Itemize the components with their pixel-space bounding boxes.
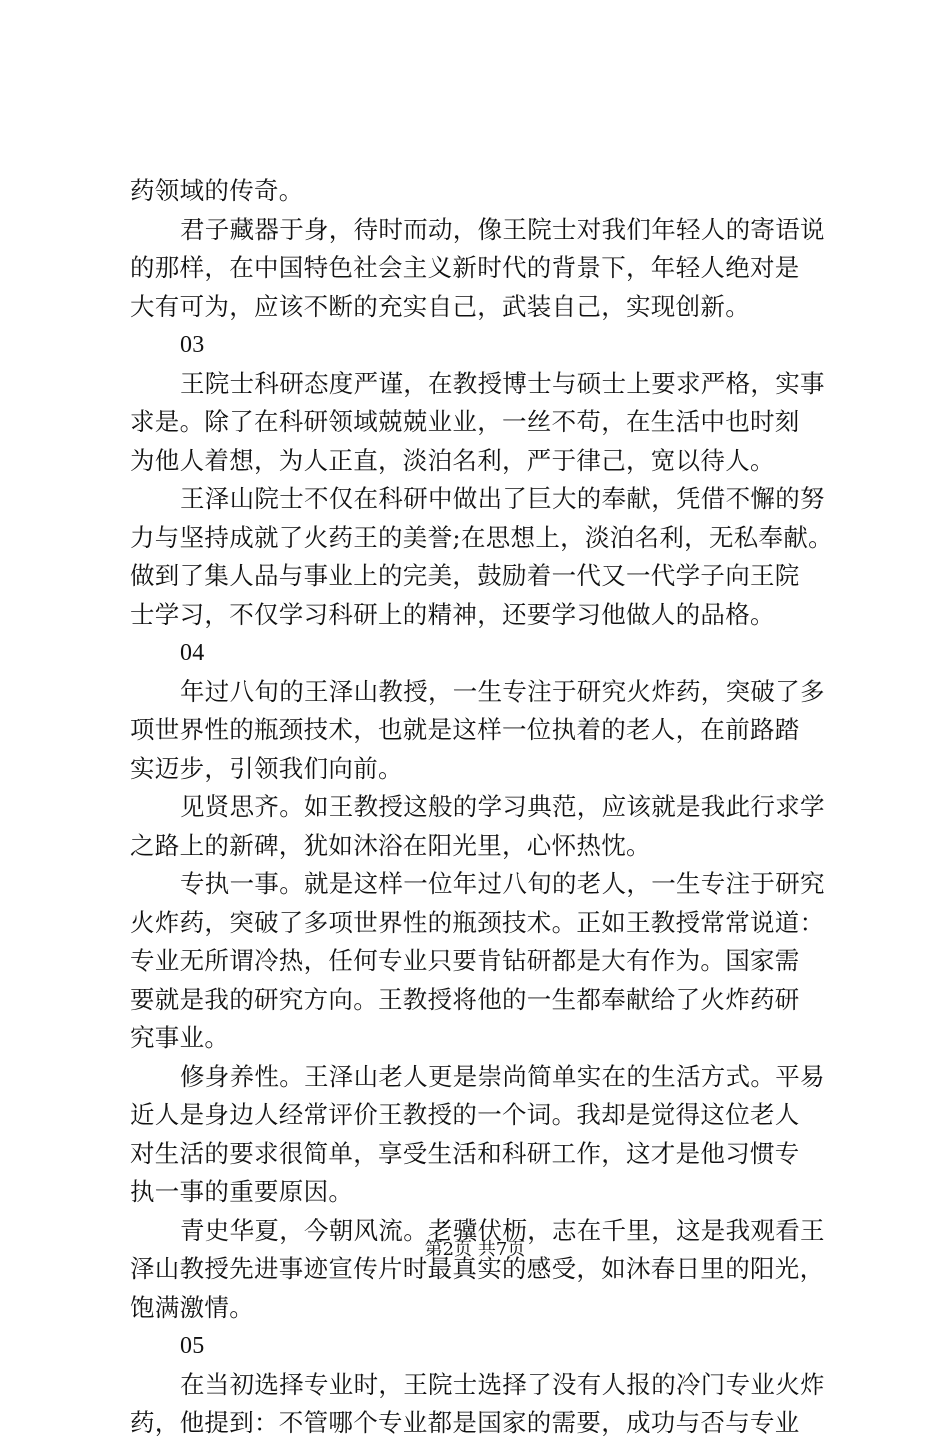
text-line: 实迈步，引领我们向前。: [130, 753, 403, 783]
section-number: 03: [180, 332, 205, 358]
text-line: 火炸药，突破了多项世界性的瓶颈技术。正如王教授常常说道：: [130, 907, 825, 937]
text-line: 饱满激情。: [130, 1292, 254, 1322]
text-line: 执一事的重要原因。: [130, 1177, 354, 1206]
text-line: 专业无所谓冷热，任何专业只要肯钻研都是大有作为。国家需: [130, 946, 800, 975]
page-number-footer: 第2页 共7页: [424, 1239, 526, 1260]
text-line: 药，他提到：不管哪个专业都是国家的需要，成功与否与专业: [130, 1408, 800, 1437]
text-line: 在当初选择专业时，王院士选择了没有人报的冷门专业火炸: [180, 1369, 825, 1399]
text-line: 要就是我的研究方向。王教授将他的一生都奉献给了火炸药研: [130, 984, 800, 1014]
text-line: 求是。除了在科研领域兢兢业业，一丝不苟，在生活中也时刻: [130, 407, 800, 436]
text-line: 君子藏器于身，待时而动，像王院士对我们年轻人的寄语说: [180, 214, 825, 244]
text-line: 为他人着想，为人正直，淡泊名利，严于律己，宽以待人。: [130, 445, 775, 475]
text-line: 专执一事。就是这样一位年过八旬的老人，一生专注于研究: [180, 869, 825, 898]
text-line: 之路上的新碑，犹如沐浴在阳光里，心怀热忱。: [130, 830, 651, 860]
section-number: 04: [180, 640, 205, 666]
text-line: 究事业。: [130, 1023, 230, 1052]
text-line: 项世界性的瓶颈技术，也就是这样一位执着的老人，在前路踏: [130, 715, 800, 744]
text-line: 修身养性。王泽山老人更是崇尚简单实在的生活方式。平易: [180, 1061, 825, 1091]
text-line: 年过八旬的王泽山教授，一生专注于研究火炸药，突破了多: [180, 676, 825, 706]
text-line: 药领域的传奇。: [130, 176, 304, 205]
text-line: 对生活的要求很简单，享受生活和科研工作，这才是他习惯专: [130, 1138, 800, 1168]
text-line: 的那样，在中国特色社会主义新时代的背景下，年轻人绝对是: [130, 253, 800, 282]
text-line: 大有可为，应该不断的充实自己，武装自己，实现创新。: [130, 291, 750, 321]
text-line: 士学习，不仅学习科研上的精神，还要学习他做人的品格。: [130, 599, 775, 629]
text-line: 王泽山院士不仅在科研中做出了巨大的奉献，凭借不懈的努: [180, 484, 825, 513]
text-line: 青史华夏，今朝风流。老骥伏枥，志在千里，这是我观看王: [180, 1215, 825, 1245]
text-line: 力与坚持成就了火药王的美誉;在思想上，淡泊名利，无私奉献。: [130, 522, 833, 552]
text-line: 泽山教授先进事迹宣传片时最真实的感受，如沐春日里的阳光，: [130, 1254, 825, 1283]
section-number: 05: [180, 1333, 205, 1359]
text-line: 近人是身边人经常评价王教授的一个词。我却是觉得这位老人: [130, 1100, 800, 1129]
text-line: 做到了集人品与事业上的完美，鼓励着一代又一代学子向王院: [130, 561, 800, 590]
text-line: 见贤思齐。如王教授这般的学习典范，应该就是我此行求学: [180, 792, 825, 821]
text-line: 王院士科研态度严谨，在教授博士与硕士上要求严格，实事: [180, 368, 825, 398]
